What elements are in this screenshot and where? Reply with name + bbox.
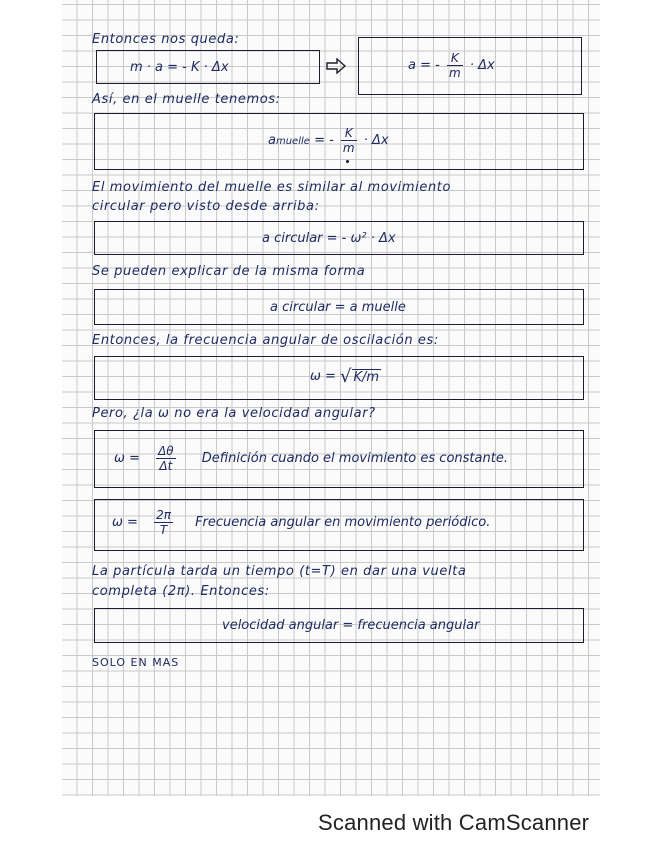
text-line-2: Así, en el muelle tenemos: bbox=[92, 92, 281, 107]
arrow-right-icon bbox=[326, 58, 346, 74]
equation-velocity-frequency: velocidad angular = frecuencia angular bbox=[222, 618, 480, 633]
equation-equal-accel: a circular = a muelle bbox=[270, 300, 406, 315]
text-line-9: completa (2π). Entonces: bbox=[92, 584, 270, 599]
text-line-1: Entonces nos queda: bbox=[92, 32, 240, 47]
text-line-5: Se pueden explicar de la misma forma bbox=[92, 264, 366, 279]
equation-acceleration: a = - $\frac{K}{m}$ · Δx bbox=[408, 51, 495, 80]
equation-a-muelle: amuelle = - $\frac{K}{m}$ · Δx bbox=[268, 126, 389, 155]
ink-dot bbox=[346, 160, 349, 163]
text-line-6: Entonces, la frecuencia angular de oscilación es: bbox=[92, 333, 439, 348]
text-line-8: La partícula tarda un tiempo (t=T) en dar una vuelta bbox=[92, 564, 467, 579]
equation-omega-sqrt: ω = √ K/m bbox=[310, 366, 380, 387]
text-line-4: circular pero visto desde arriba: bbox=[92, 199, 320, 214]
equation-omega-definition: ω = $\frac{\Delta\theta}{\Delta t}$ Definición cuando el movimiento es constante. bbox=[114, 444, 508, 473]
text-line-3: El movimiento del muelle es similar al movimiento bbox=[92, 180, 452, 195]
equation-a-circular: a circular = - ω² · Δx bbox=[262, 231, 396, 246]
text-line-7: Pero, ¿la ω no era la velocidad angular? bbox=[92, 406, 376, 421]
equation-newton: m · a = - K · Δx bbox=[130, 60, 229, 75]
text-line-10: SOLO EN MAS bbox=[92, 656, 180, 669]
scanner-watermark: Scanned with CamScanner bbox=[318, 810, 590, 835]
equation-omega-periodic: ω = $\frac{2\pi}{T}$ Frecuencia angular en movimiento periódico. bbox=[112, 508, 491, 537]
